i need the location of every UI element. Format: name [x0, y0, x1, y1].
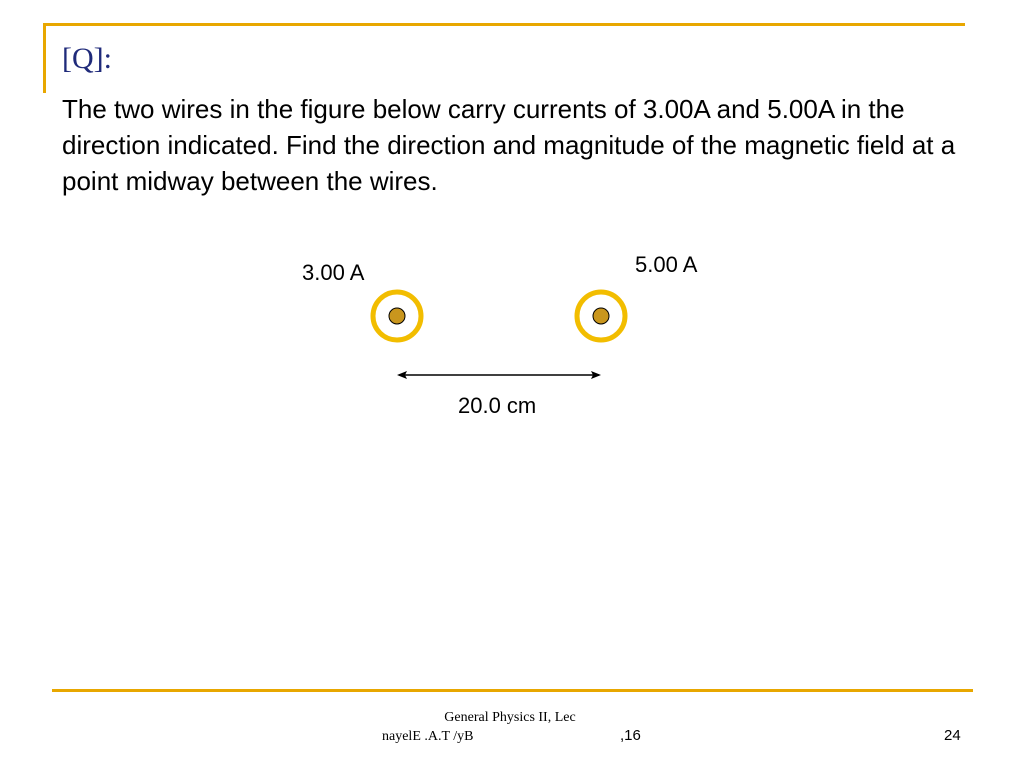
wire-left-ring — [373, 292, 421, 340]
footer-author: nayelE .A.T /yB — [382, 729, 474, 744]
footer-number: ,16 — [620, 727, 641, 744]
wire-right-current-label: 5.00 A — [635, 252, 698, 277]
question-text: The two wires in the figure below carry currents of 3.00A and 5.00A in the direction indicated. Find the direction and magnitude of the magnetic field at a point midway between the wires. — [62, 94, 956, 196]
wire-right — [577, 292, 625, 340]
top-rule — [43, 23, 965, 26]
arrowhead-right-icon — [591, 371, 601, 379]
arrowhead-left-icon — [397, 371, 407, 379]
slide-title: [Q]: — [62, 42, 112, 75]
wire-left-current-label: 3.00 A — [302, 260, 365, 285]
bottom-rule — [52, 689, 973, 692]
page-number: 24 — [944, 727, 961, 744]
left-rule — [43, 23, 46, 93]
wire-left — [373, 292, 421, 340]
footer-course: General Physics II, Lec — [444, 710, 576, 725]
separation-arrow — [397, 371, 601, 379]
wire-right-dot — [593, 308, 609, 324]
wire-right-ring — [577, 292, 625, 340]
separation-label: 20.0 cm — [458, 393, 537, 418]
wire-left-dot — [389, 308, 405, 324]
